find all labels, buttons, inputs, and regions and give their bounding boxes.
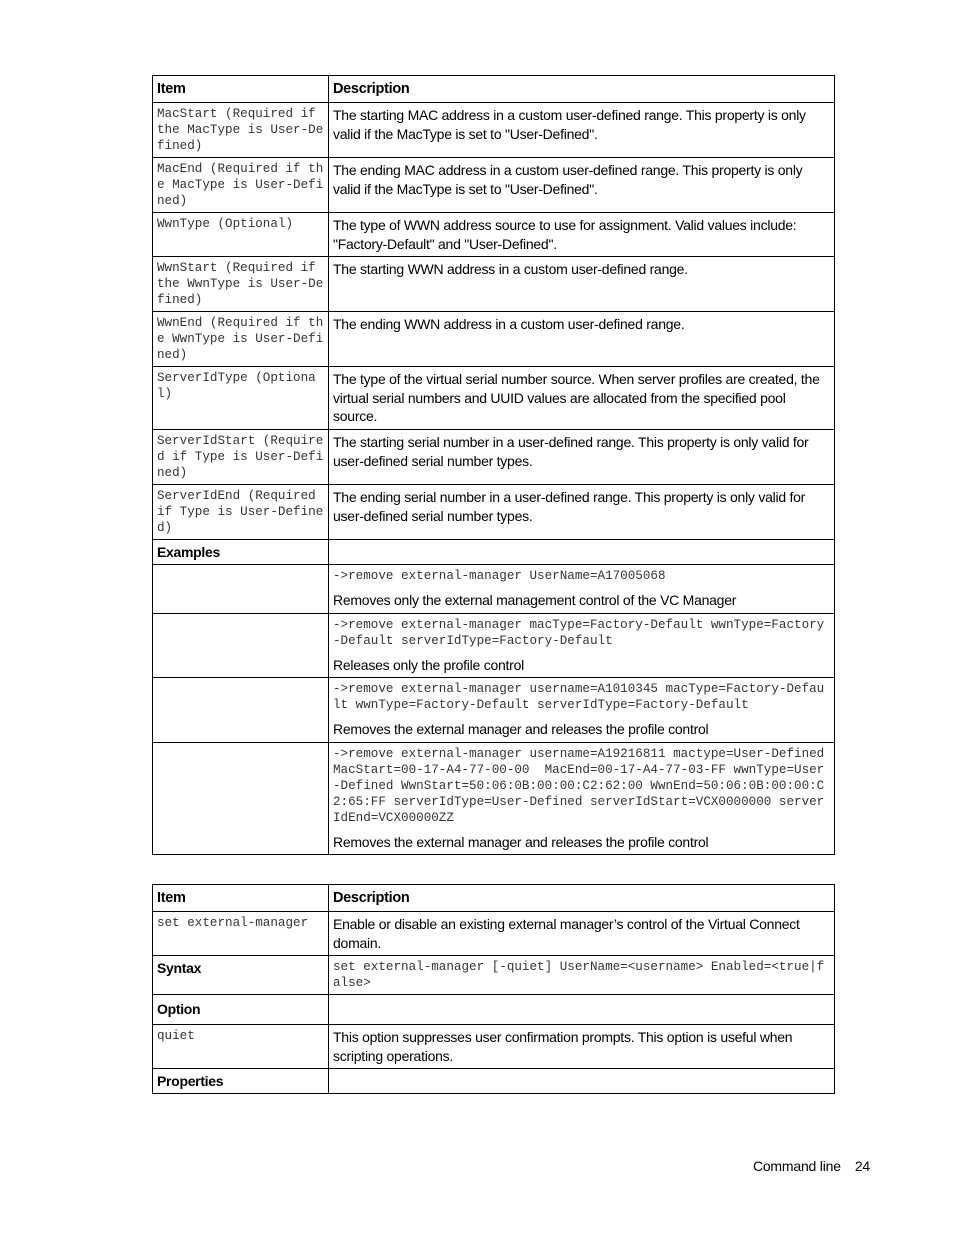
row-description: The type of the virtual serial number source. When server profiles are created, the virtual serial numbers and UUID values are allocated from the specified pool source.	[329, 367, 835, 430]
option-label-row	[153, 995, 835, 1025]
row-item: ServerIdType (Optional)	[153, 367, 329, 430]
example-caption: Removes the external manager and releases the profile control	[333, 721, 709, 738]
table-row	[153, 158, 835, 213]
example-command: ->remove external-manager UserName=A17005068	[333, 568, 666, 583]
command-item: set external-manager	[153, 912, 329, 956]
row-item: WwnEnd (Required if the WwnType is User-Defined)	[153, 312, 329, 367]
example-cell	[329, 742, 835, 855]
table-row	[153, 367, 835, 430]
empty-cell	[329, 995, 835, 1025]
table-row	[153, 912, 835, 956]
row-item: MacStart (Required if the MacType is User-Defined)	[153, 103, 329, 158]
example-row	[153, 742, 835, 855]
row-description: The type of WWN address source to use for assignment. Valid values include: "Factory-Default" and "User-Defined".	[329, 213, 835, 257]
row-description: The starting WWN address in a custom user-defined range.	[329, 257, 835, 312]
row-description: The ending WWN address in a custom user-defined range.	[329, 312, 835, 367]
example-caption: Removes only the external management control of the VC Manager	[333, 591, 737, 608]
table-header-row	[153, 76, 835, 103]
header-description: Description	[329, 885, 835, 912]
properties-label-row	[153, 1069, 835, 1094]
table-row	[153, 213, 835, 257]
page-footer	[753, 1158, 870, 1174]
syntax-row	[153, 956, 835, 995]
row-description: The ending serial number in a user-defined range. This property is only valid for user-defined serial number types.	[329, 484, 835, 539]
row-description: The ending MAC address in a custom user-defined range. This property is only valid if the MacType is set to "User-Defined".	[329, 158, 835, 213]
table-row	[153, 103, 835, 158]
header-description: Description	[329, 76, 835, 103]
table-row	[153, 484, 835, 539]
empty-cell	[153, 742, 329, 855]
properties-label: Properties	[153, 1069, 329, 1094]
row-item: WwnType (Optional)	[153, 213, 329, 257]
row-description: The starting serial number in a user-defined range. This property is only valid for user-defined serial number types.	[329, 429, 835, 484]
table-row	[153, 257, 835, 312]
option-description: This option suppresses user confirmation prompts. This option is useful when scripting operations.	[329, 1025, 835, 1069]
footer-section: Command line	[752, 1158, 841, 1174]
header-item: Item	[153, 76, 329, 103]
syntax-label: Syntax	[153, 956, 329, 995]
example-row	[153, 564, 835, 613]
example-caption: Releases only the profile control	[333, 656, 524, 673]
example-row	[153, 613, 835, 678]
row-item: ServerIdStart (Required if Type is User-Defined)	[153, 429, 329, 484]
example-row	[153, 678, 835, 743]
table-row	[153, 312, 835, 367]
empty-cell	[153, 564, 329, 613]
empty-cell	[153, 613, 329, 678]
empty-cell	[153, 678, 329, 743]
empty-cell	[329, 539, 835, 564]
example-caption: Removes the external manager and releases the profile control	[333, 833, 709, 850]
row-item: ServerIdEnd (Required if Type is User-Defined)	[153, 484, 329, 539]
command-description: Enable or disable an existing external manager’s control of the Virtual Connect domain.	[329, 912, 835, 956]
example-cell	[329, 564, 835, 613]
remove-external-manager-table	[152, 75, 835, 855]
row-description: The starting MAC address in a custom user-defined range. This property is only valid if the MacType is set to "User-Defined".	[329, 103, 835, 158]
examples-label-row	[153, 539, 835, 564]
header-item: Item	[153, 885, 329, 912]
syntax-value: set external-manager [-quiet] UserName=<username> Enabled=<true|false>	[329, 956, 835, 995]
examples-label: Examples	[153, 539, 329, 564]
option-label: Option	[153, 995, 329, 1025]
table-row	[153, 429, 835, 484]
example-cell	[329, 613, 835, 678]
row-item: WwnStart (Required if the WwnType is User-Defined)	[153, 257, 329, 312]
example-command: ->remove external-manager username=A1010345 macType=Factory-Default wwnType=Factory-Default serverIdType=Factory-Default	[333, 682, 825, 713]
row-item: MacEnd (Required if the MacType is User-Defined)	[153, 158, 329, 213]
table-row	[153, 1025, 835, 1069]
example-command: ->remove external-manager macType=Factory-Default wwnType=Factory-Default serverIdType=Factory-Default	[333, 617, 825, 648]
page-number: 24	[854, 1158, 870, 1174]
option-item: quiet	[153, 1025, 329, 1069]
example-cell	[329, 678, 835, 743]
empty-cell	[329, 1069, 835, 1094]
set-external-manager-table	[152, 884, 835, 1094]
example-command: ->remove external-manager username=A19216811 mactype=User-Defined MacStart=00-17-A4-77-00-00 MacEnd=00-17-A4-77-03-FF wwnType=User-Defined WwnStart=50:06:0B:00:00:C2:62:00 WwnEnd=50:06:0B:00:00:C2:65:FF serverIdType=User-Defined serverIdStart=VCX0000000 serverIdEnd=VCX00000ZZ	[333, 746, 832, 825]
table-header-row	[153, 885, 835, 912]
